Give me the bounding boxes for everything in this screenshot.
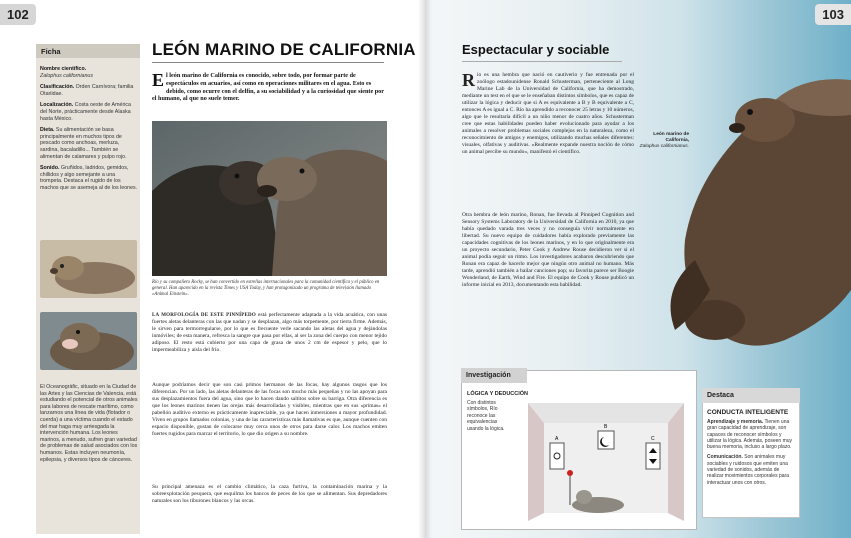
label-a: A — [555, 436, 559, 442]
ficha-footer-text: El Oceanogràfic, situado en la Ciudad de las Artes y las Ciencias de Valencia, está estudiando el potencial de otros animales para labores de rescate marítimo, como lanzarnos una línea de vida (flotador o cuerda) a una víctima cuando el estado del mar haga muy arriesgada la intervención humana. Los leones marinos, a menudo, sufren gran variedad de problemas de salud asociados con los humanos. Estas incluyen neumonía, epilepsia, y diversos tipos de cánceres. — [40, 384, 138, 463]
body-paragraph-2: Aunque podríamos decir que son casi primos hermanos de las focas, hay algunos rasgos que los diferencian. Por un lado, las aletas delanteras de las focas son mucho más pequeñas y no las apoyan para sus desplazamientos fuera del agua, sino que lo hacen dando saltitos sobre su barriga. Otra diferencia es que los leones marinos tienen las orejas más desarrolladas y visibles, mientras que en sus «primas» el pabellón auditivo externo es prácticamente inapreciable, ya que hacen inmersiones a mayor profundidad. Viven en grupos llamados colonias, y una de las características más llamativas es que, aunque cuenten con espacio disponible, gustan de colocarse muy cerca unos de otros para darse calor. Los machos emiten fuertes rugidos para marcar el territorio, lo que dio origen a su nombre. — [152, 382, 387, 437]
lead-paragraph: El león marino de California es conocido, sobre todo, por formar parte de espectáculos en acuarios, así como en operaciones militares en el agua. Esto es debido, como ocurre con el delfín, a su sociabilidad y a la curiosidad que siente por el humano, al que no suele temer. — [152, 70, 384, 103]
investigacion-tab: Investigación — [461, 368, 527, 383]
ficha-tab: Ficha — [36, 44, 140, 58]
page-number-left: 102 — [0, 4, 36, 25]
right-page — [425, 0, 851, 538]
left-page — [0, 0, 425, 538]
right-paragraph-2: Otra hembra de león marino, Ronan, fue llevada al Pinniped Cognition and Sensory Systems Laboratory de la Universidad de California en 2010, ya que había quedado varada tres veces y no conseguía vivir normalmente en libertad. Su nuevo equipo de cuidadores había explorado previamente las capacidades cognitivas de los leones marinos, y en lo que originalmente era un proyecto secundario, Peter Cook y Andrew Rouse decidieron ver si el animal podía seguir un ritmo. Los investigadores acabaron descubriendo que Ronan era capaz de hacerlo mejor que ningún otro animal no humano. Más tarde, aprendió también a bailar canciones pop; su favorita parece ser Boogie Wonderland, de Earth, Wind and Fire. El equipo de Cook y Rouse publicó un informe inicial en 2013, documentando esta habilidad. — [462, 212, 634, 288]
seal-caption: León marino de California, Zalophus californianus. — [639, 132, 689, 149]
label-b: B — [604, 424, 608, 430]
thumbnail-seal-roaring — [40, 312, 137, 370]
logic-test-illustration — [518, 393, 694, 523]
destaca-title: CONDUCTA INTELIGENTE — [707, 409, 789, 416]
ficha-item-location: Localización. Costa oeste de América del Norte, prácticamente desde Alaska hasta México. — [40, 102, 131, 122]
section-title: Espectacular y sociable — [462, 42, 610, 57]
destaca-item-learning: Aprendizaje y memoria. Tienen una gran capacidad de aprendizaje, son capaces de reconocer símbolos y utilizar la lógica. Además, poseen muy buena memoria, incluso a largo plazo. — [707, 419, 793, 451]
label-c: C — [651, 436, 655, 442]
main-photo-sea-lions — [152, 121, 387, 276]
destaca-tab: Destaca — [702, 388, 800, 403]
investigacion-text: Con distintos símbolos, Río reconoce las equivalencias usando la lógica. — [467, 400, 505, 432]
destaca-text — [707, 419, 795, 490]
ficha-item-classification: Clasificación. Orden Carnívora; familia Otariidae. — [40, 84, 134, 97]
investigacion-title: LÓGICA Y DEDUCCIÓN — [467, 391, 529, 397]
body-paragraph-3: Su principal amenaza es el cambio climático, la caza furtiva, la contaminación marina y la sobreexplotación pesquera, que esquilma los bancos de peces de los que se alimentan. Sus depredadores naturales son los tiburones blancos y las orcas. — [152, 484, 387, 504]
page-title: LEÓN MARINO DE CALIFORNIA — [152, 40, 416, 59]
title-divider — [152, 62, 384, 63]
photo-caption: Río y su compañero Rocky, se han convertido en estrellas internacionales para la comunidad científica y el público en general. Han aparecido en la revista Times y USA Today, y han protagonizado un programa de televisión llamado «Animal Einstein». — [152, 280, 380, 297]
drop-cap: E — [152, 70, 165, 90]
page-number-right: 103 — [815, 4, 851, 25]
drop-cap-right: R — [462, 70, 475, 90]
right-paragraph-1: Río es una hembra que nació en cautiverio y fue entrenada por el zoólogo estadounidense Ronald Schusterman, perteneciente al Long Marine Lab de la Universidad de California, que ha demostrado, mediante un test en el que se le enseñaban distintos símbolos, que es capaz de utilizar la lógica y deducir que si A es equivalente a B y B equivalente a C, entonces A es igual a C. Río ha aprendido a reconocer 25 letras y 10 números, algo que le resultaría difícil a un niño menor de cuatro años. Schusterman cree que estas habilidades pueden haber evolucionado para ayudar a los animales a resolver problemas sociales complejos en la naturaleza, como el reconocimiento de amigos y enemigos, utilizando muchas señales diferentes: visuales, olfativas y auditivas. «Realmente expande nuestra noción de cómo un animal percibe su mundo», manifestó el científico. — [462, 70, 634, 155]
book-gutter — [418, 0, 432, 538]
destaca-item-communication: Comunicación. Son animales muy sociables y ruidosos que emiten una variedad de sonidos, además de realizar movimientos corporales para interactuar unos con otros. — [707, 454, 789, 486]
thumbnail-seal-resting — [40, 240, 137, 298]
section-divider — [462, 61, 622, 62]
swimming-seal-illustration — [655, 60, 851, 360]
ficha-item-diet: Dieta. Su alimentación se basa principalmente en muchos tipos de pescado como anchoas, merluza, sardina, bacaladillo... También se alimentan de calamares y pulpo rojo. — [40, 127, 127, 160]
body-paragraph-1: LA MORFOLOGÍA DE ESTE PINNÍPEDO está perfectamente adaptada a la vida acuática, con unas fuertes aletas delanteras con las que nadan y se desplazan, algo más torpemente, por tierra firme. Además, le sirven para termorregularse, por lo que es frecuente verle sacando las aletas del agua y dejándolas inmóviles; de esta manera, refresca la sangre que pasa por ellas, al ser la zona del cuerpo con menor tejido adiposo. El resto está cubierto por una capa de grasa de unos 2 cm de espesor y pelo, que lo impermeabiliza y aísla del frío. — [152, 312, 387, 353]
ficha-body — [40, 66, 138, 197]
ficha-item-sound: Sonido. Gruñidos, ladridos, gemidos, chillidos y algo semejante a una trompeta. Destaca el rugido de los machos que se asemeja al de los leones. — [40, 165, 138, 191]
ficha-item-name: Nombre científico. Zalophus californianus — [40, 66, 93, 79]
